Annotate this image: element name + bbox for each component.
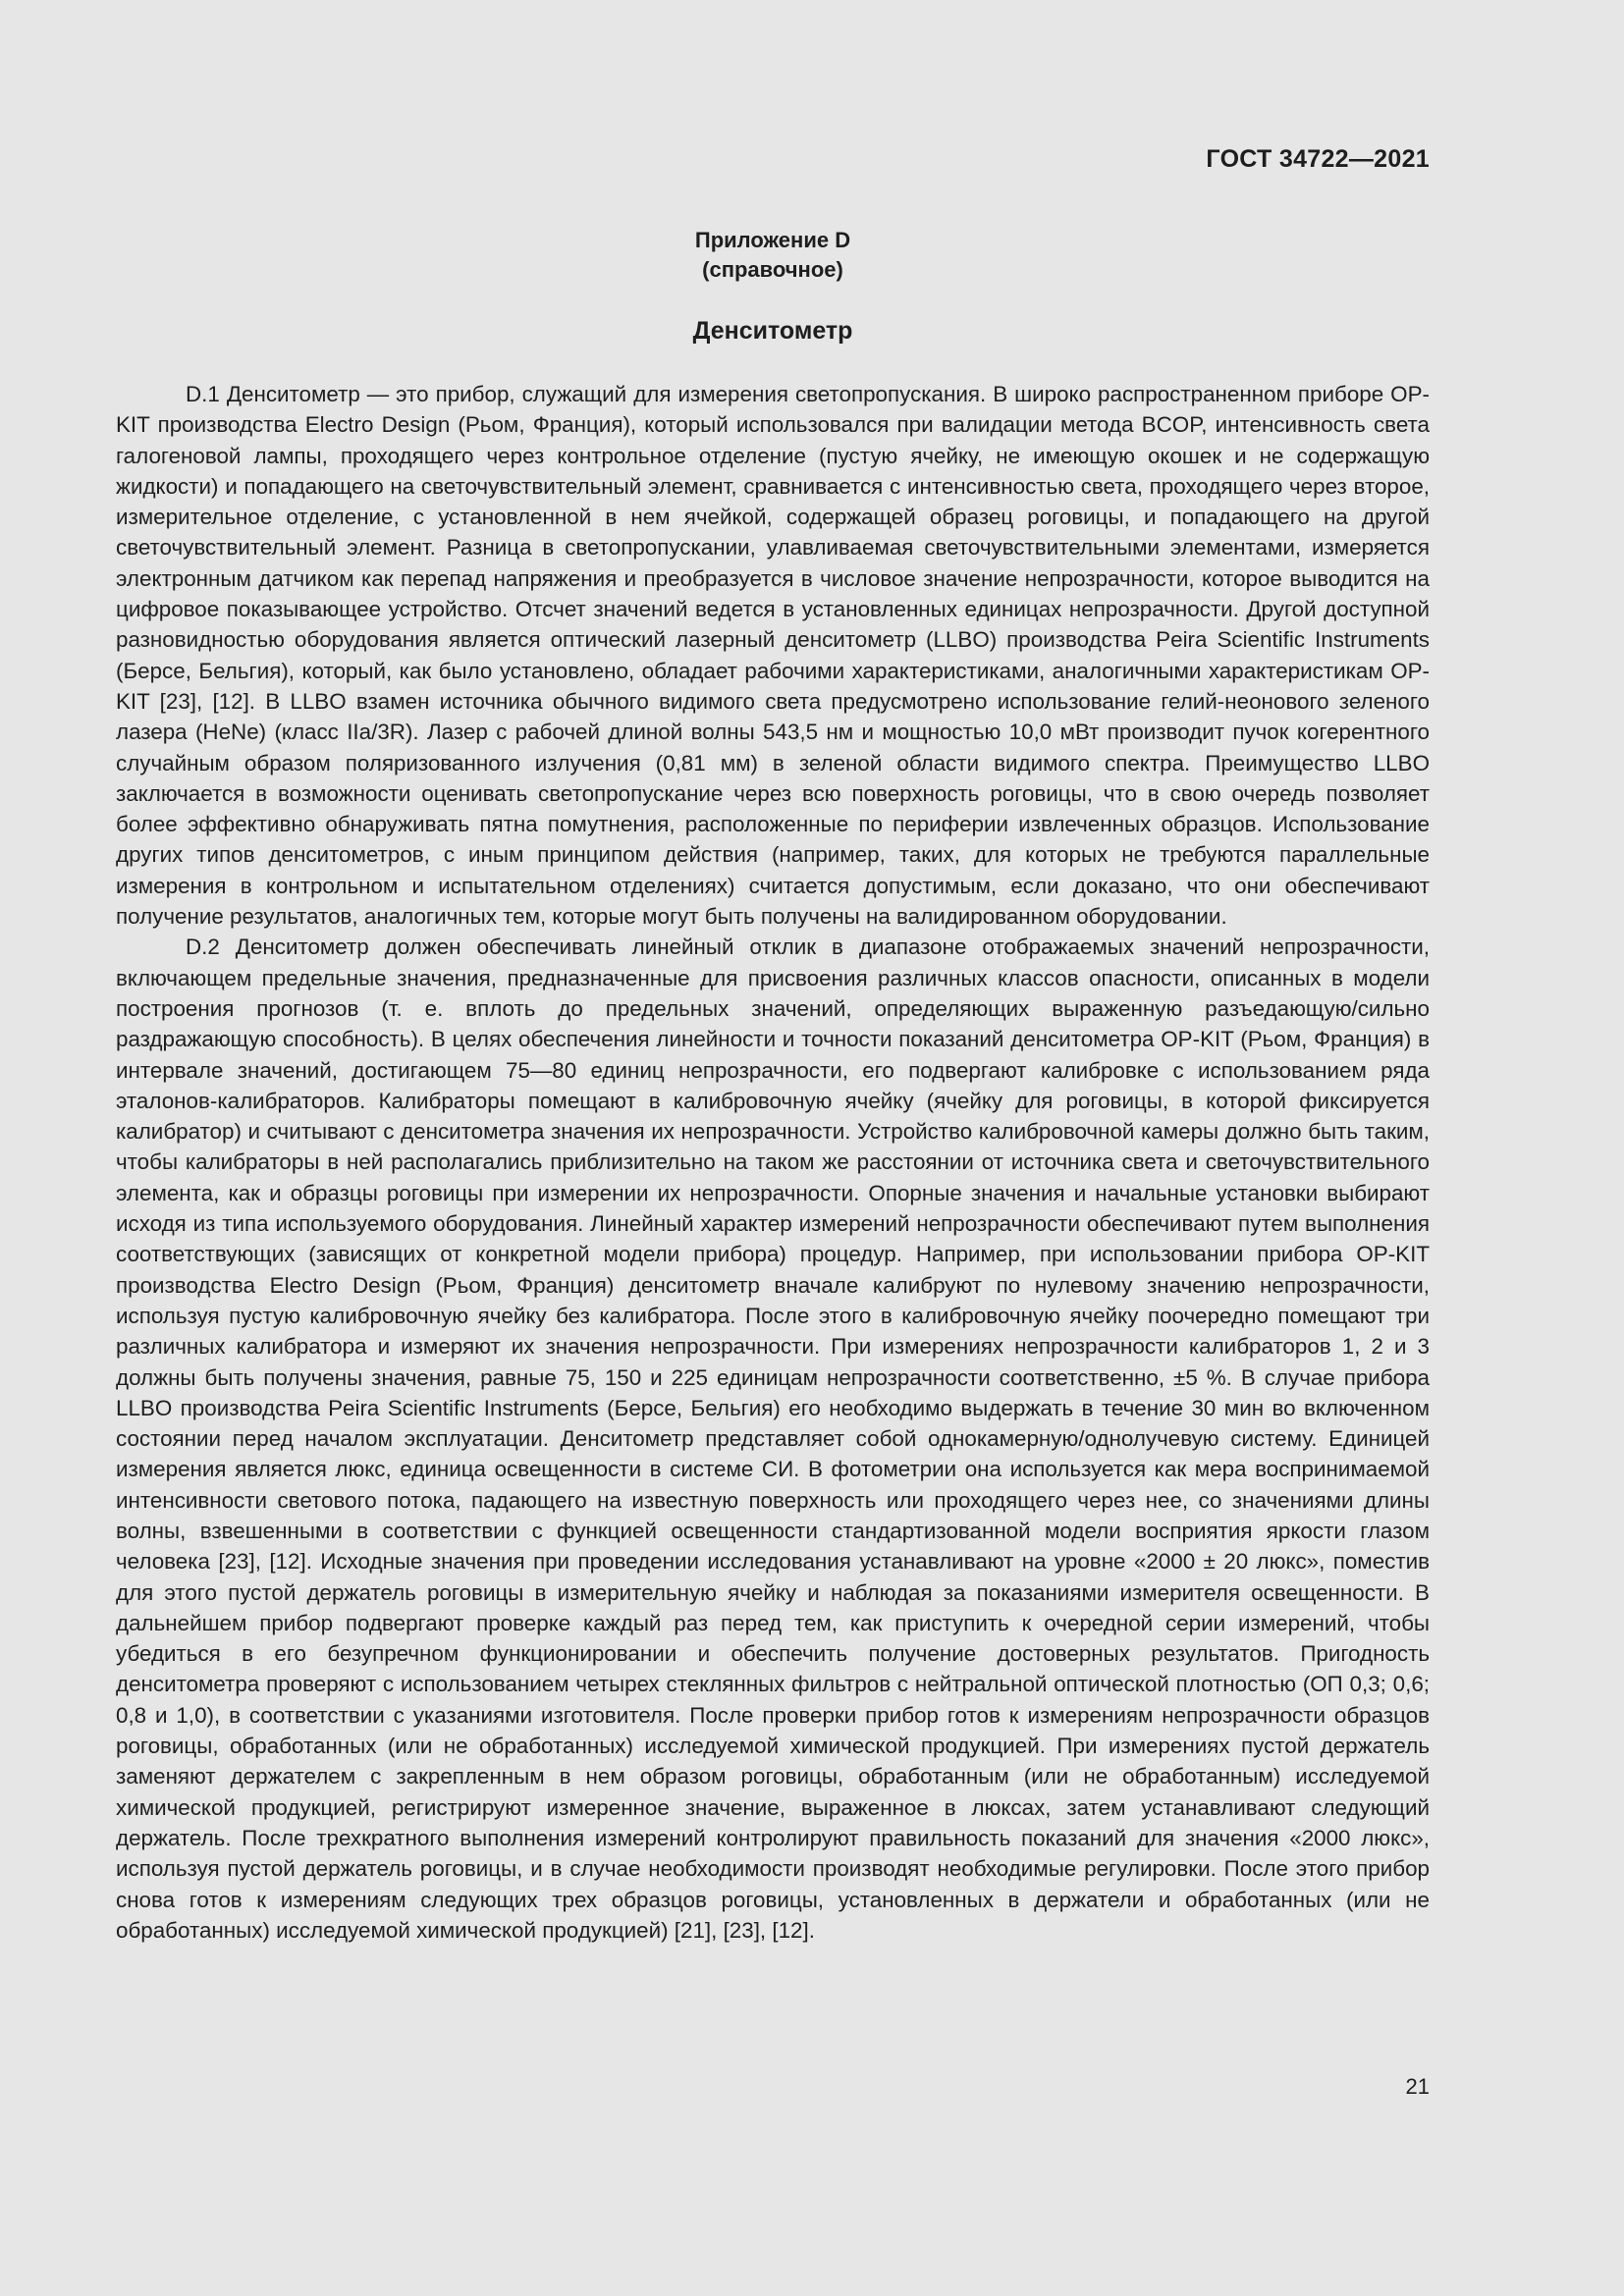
paragraph-d1: D.1 Денситометр — это прибор, служащий для измерения светопропускания. В широко распространенном приборе OP-KIT производства Electro Design (Рьом, Франция), который использовался при валидации метода BCOP, интенсивность света галогеновой лампы, проходящего через контрольное отделение (пустую ячейку, не имеющую окошек и не содержащую жидкости) и попадающего на светочувствительный элемент, сравнивается с интенсивностью света, проходящего через второе, измерительное отделение, с установленной в нем ячейкой, содержащей образец роговицы, и попадающего на другой светочувствительный элемент. Разница в светопропускании, улавливаемая светочувствительными элементами, измеряется электронным датчиком как перепад напряжения и преобразуется в числовое значение непрозрачности, которое выводится на цифровое показывающее устройство. Отсчет значений ведется в установленных единицах непрозрачности. Другой доступной разновидностью оборудования является оптический лазерный денситометр (LLBO) производства Peira Scientific Instruments (Берсе, Бельгия), который, как было установлено, обладает рабочими характеристиками, аналогичными характеристикам OP-KIT [23], [12]. В LLBO взамен источника обычного видимого света предусмотрено использование гелий-неонового зеленого лазера (HeNe) (класс IIa/3R). Лазер с рабочей длиной волны 543,5 нм и мощностью 10,0 мВт производит пучок когерентного случайным образом поляризованного излучения (0,81 мм) в зеленой области видимого спектра. Преимущество LLBO заключается в возможности оценивать светопропускание через всю поверхность роговицы, что в свою очередь позволяет более эффективно обнаруживать пятна помутнения, расположенные по периферии извлеченных образцов. Использование других типов денситометров, с иным принципом действия (например, таких, для которых не требуются параллельные измерения в контрольном и испытательном отделениях) считается допустимым, если доказано, что они обеспечивают получение результатов, аналогичных тем, которые могут быть получены на валидированном оборудовании. — [116, 382, 1430, 930]
paragraph-d2: D.2 Денситометр должен обеспечивать линейный отклик в диапазоне отображаемых значений непрозрачности, включающем предельные значения, предназначенные для присвоения различных классов опасности, описанных в модели построения прогнозов (т. е. вплоть до предельных значений, определяющих выраженную разъедающую/сильно раздражающую способность). В целях обеспечения линейности и точности показаний денситометра OP-KIT (Рьом, Франция) в интервале значений, достигающем 75—80 единиц непрозрачности, его подвергают калибровке с использованием ряда эталонов-калибраторов. Калибраторы помещают в калибровочную ячейку (ячейку для роговицы, в которой фиксируется калибратор) и считывают с денситометра значения их непрозрачности. Устройство калибровочной камеры должно быть таким, чтобы калибраторы в ней располагались приблизительно на таком же расстоянии от источника света и светочувствительного элемента, как и образцы роговицы при измерении их непрозрачности. Опорные значения и начальные установки выбирают исходя из типа используемого оборудования. Линейный характер измерений непрозрачности обеспечивают путем выполнения соответствующих (зависящих от конкретной модели прибора) процедур. Например, при использовании прибора OP-KIT производства Electro Design (Рьом, Франция) денситометр вначале калибруют по нулевому значению непрозрачности, используя пустую калибровочную ячейку без калибратора. После этого в калибровочную ячейку поочередно помещают три различных калибратора и измеряют их значения непрозрачности. При измерениях непрозрачности калибраторов 1, 2 и 3 должны быть получены значения, равные 75, 150 и 225 единицам непрозрачности соответственно, ±5 %. В случае прибора LLBO производства Peira Scientific Instruments (Берсе, Бельгия) его необходимо выдержать в течение 30 мин во включенном состоянии перед началом эксплуатации. Денситометр представляет собой однокамерную/однолучевую систему. Единицей измерения является люкс, единица освещенности в системе СИ. В фотометрии она используется как мера воспринимаемой интенсивности светового потока, падающего на известную поверхность или проходящего через нее, со значениями длины волны, взвешенными в соответствии с функцией освещенности стандартизованной модели восприятия яркости глазом человека [23], [12]. Исходные значения при проведении исследования устанавливают на уровне «2000 ± 20 люкс», поместив для этого пустой держатель роговицы в измерительную ячейку и наблюдая за показаниями измерителя освещенности. В дальнейшем прибор подвергают проверке каждый раз перед тем, как приступить к очередной серии измерений, чтобы убедиться в его безупречном функционировании и обеспечить получение достоверных результатов. Пригодность денситометра проверяют с использованием четырех стеклянных фильтров с нейтральной оптической плотностью (ОП 0,3; 0,6; 0,8 и 1,0), в соответствии с указаниями изготовителя. После проверки прибор готов к измерениям непрозрачности образцов роговицы, обработанных (или не обработанных) исследуемой химической продукцией. При измерениях пустой держатель заменяют держателем с закрепленным в нем образом роговицы, обработанным (или не обработанным) исследуемой химической продукцией, регистрируют измеренное значение, выраженное в люксах, затем устанавливают следующий держатель. После трехкратного выполнения измерений контролируют правильность показаний для значения «2000 люкс», используя пустой держатель роговицы, и в случае необходимости производят необходимые регулировки. После этого прибор снова готов к измерениям следующих трех образцов роговицы, установленных в держатели и обработанных (или не обработанных) исследуемой химической продукцией) [21], [23], [12]. — [116, 934, 1430, 1943]
appendix-heading — [0, 226, 1545, 285]
appendix-title: Приложение D — [694, 228, 851, 252]
appendix-subtitle: (справочное) — [702, 257, 843, 282]
document-code: ГОСТ 34722—2021 — [1206, 145, 1430, 173]
section-title: Денситометр — [692, 317, 853, 345]
page-number: 21 — [1405, 2074, 1430, 2099]
body-text — [116, 379, 1430, 1946]
